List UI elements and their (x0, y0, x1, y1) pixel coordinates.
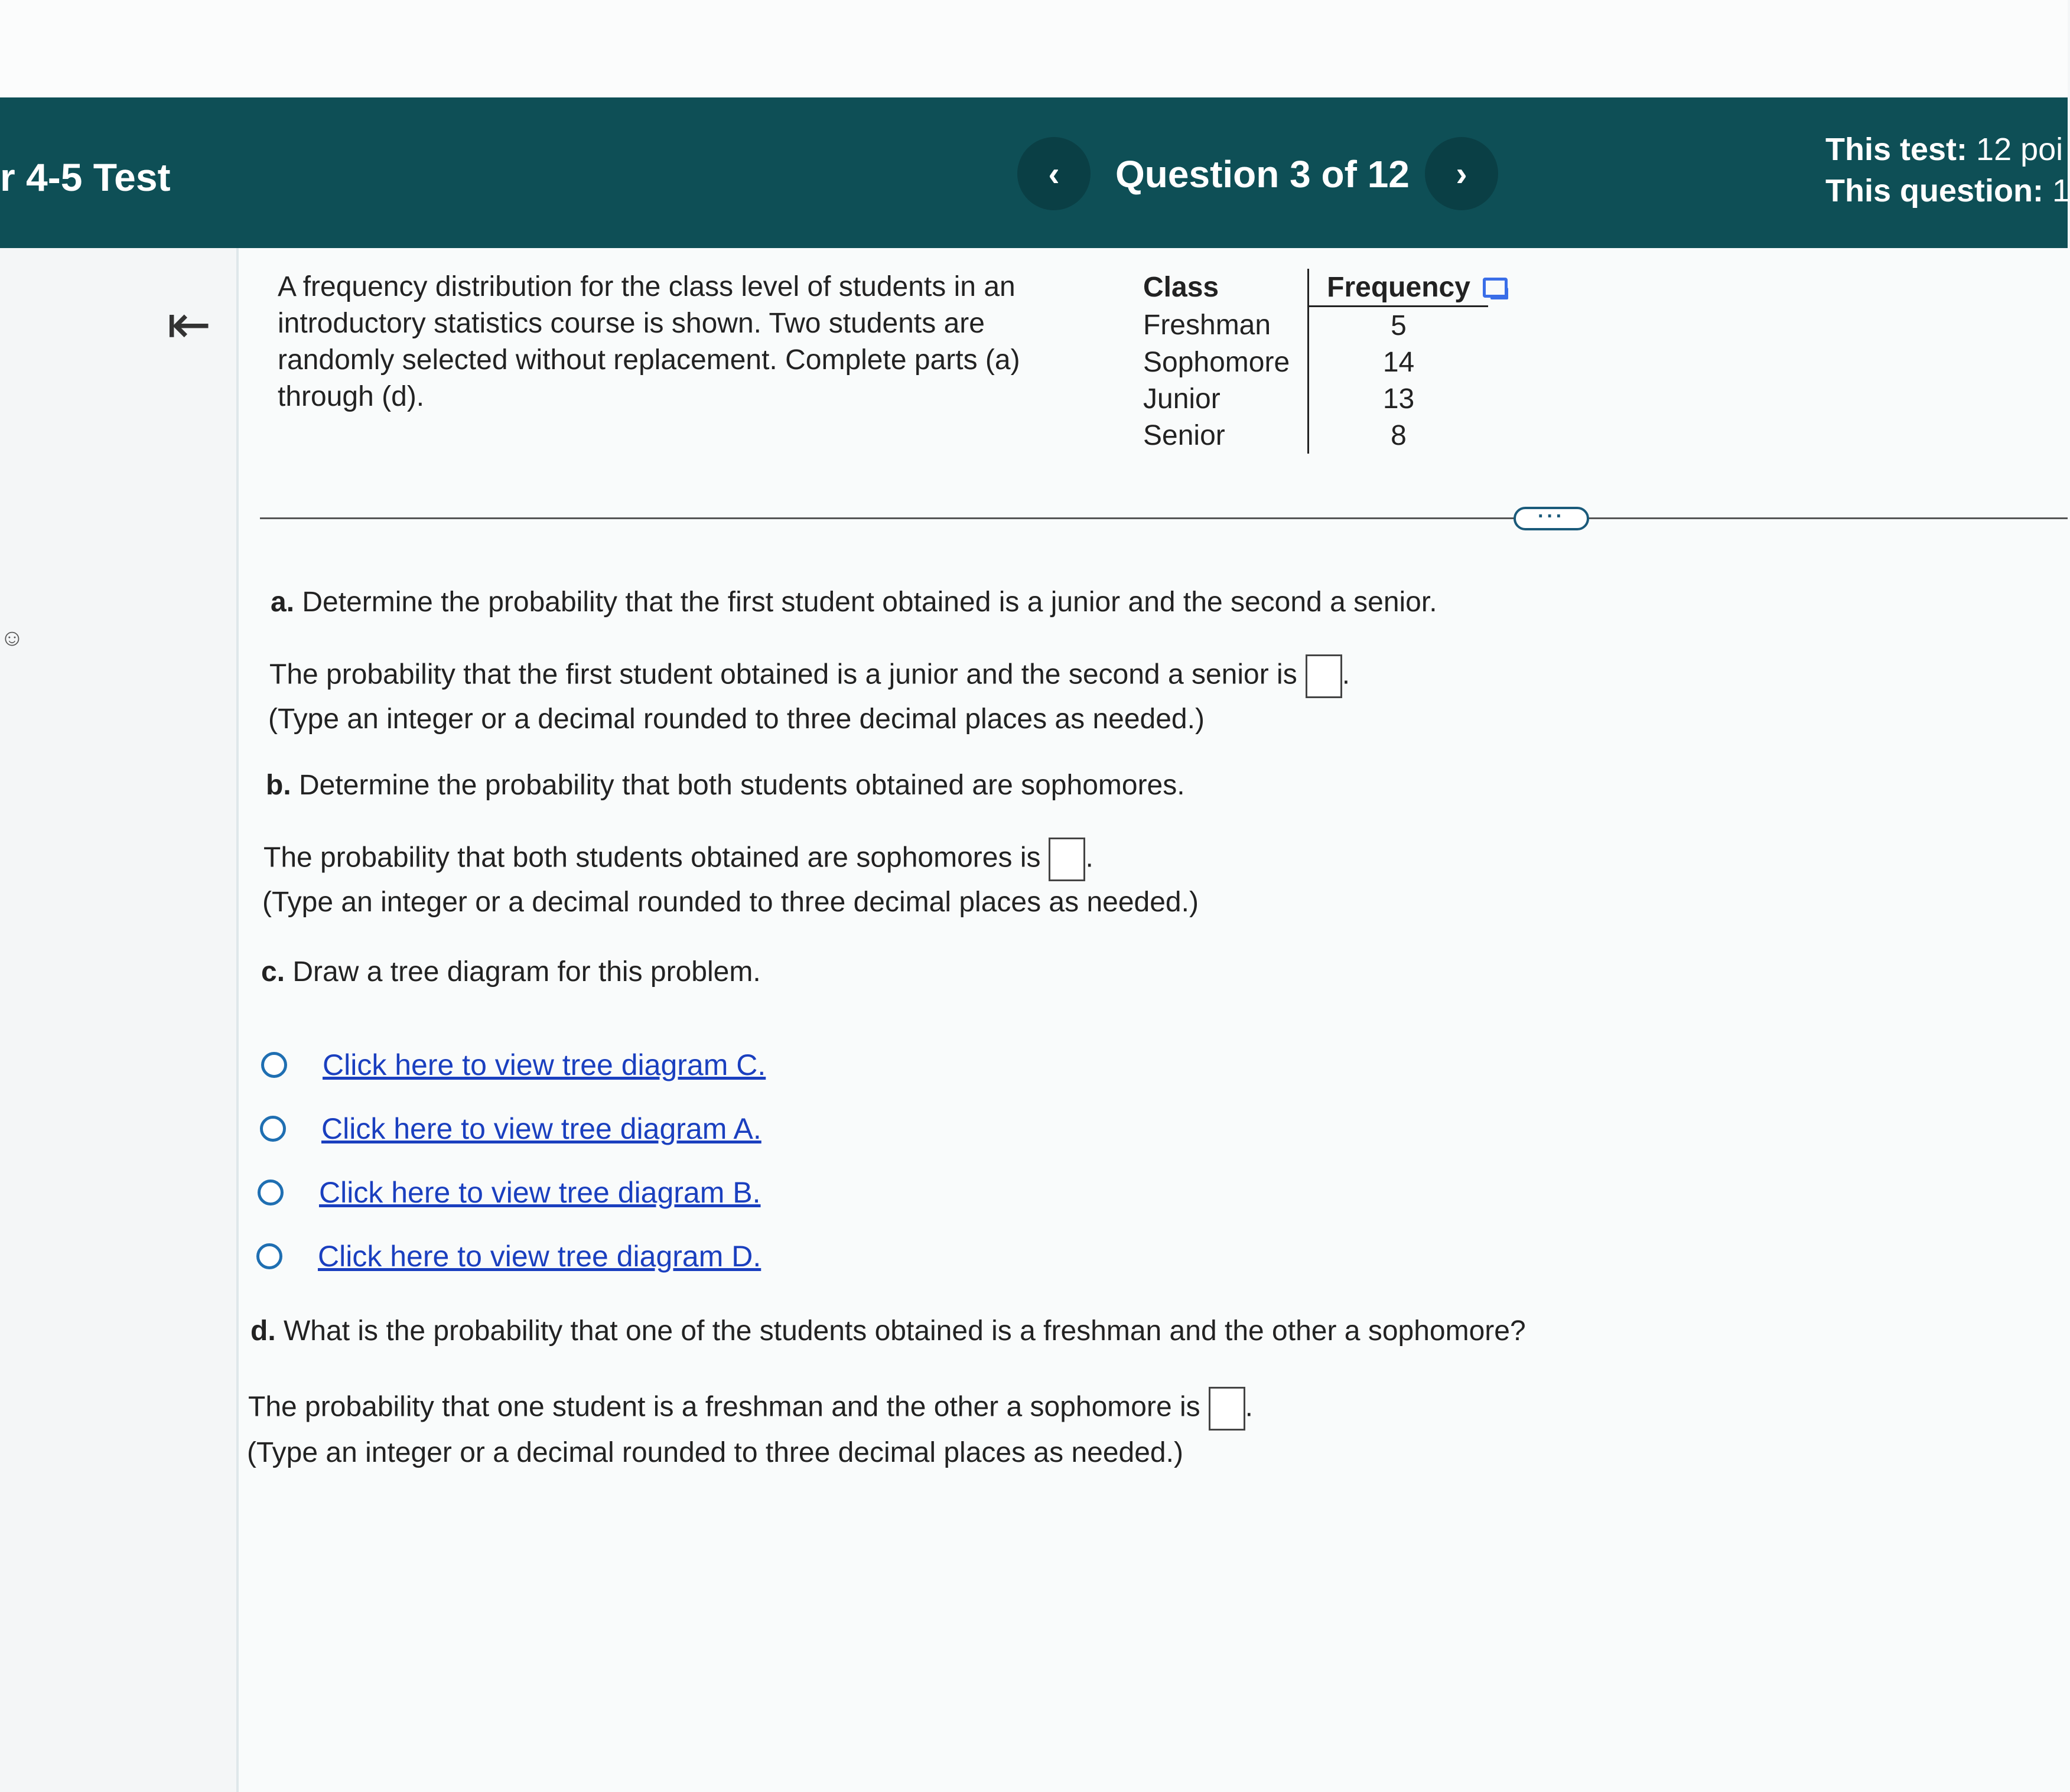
this-question-value: 1 (2052, 173, 2070, 208)
tree-option-c[interactable] (261, 1048, 766, 1082)
radio-option-c[interactable] (261, 1052, 287, 1078)
part-b-answer-prefix: The probability that both students obtained are sophomores is (263, 842, 1041, 874)
table-row (1125, 307, 1488, 344)
frequency-cell: 13 (1309, 380, 1488, 417)
part-b-hint: (Type an integer or a decimal rounded to three decimal places as needed.) (262, 887, 1199, 918)
radio-option-b[interactable] (258, 1180, 284, 1205)
tree-diagram-link[interactable]: Click here to view tree diagram A. (321, 1112, 761, 1145)
table-row (1125, 380, 1488, 417)
problem-intro: A frequency distribution for the class level of students in an introductory statistics course is shown. Two students are randomly selected without replacement. Complete parts (a) through (d). (278, 271, 1020, 412)
this-question-label: This question: (1825, 173, 2043, 208)
class-cell: Senior (1143, 419, 1225, 451)
class-cell: Junior (1143, 383, 1220, 415)
part-b-period: . (1085, 842, 1093, 874)
part-d-hint: (Type an integer or a decimal rounded to three decimal places as needed.) (247, 1437, 1183, 1468)
part-b-question-text: Determine the probability that both students obtained are sophomores. (299, 770, 1185, 801)
part-a-answer-prefix: The probability that the first student obtained is a junior and the second a senior is (269, 659, 1297, 690)
top-band (0, 0, 2068, 97)
tree-option-b[interactable] (258, 1175, 761, 1210)
frequency-cell: 8 (1309, 417, 1488, 454)
radio-option-a[interactable] (260, 1116, 286, 1142)
part-b-question (266, 769, 1185, 801)
class-cell: Freshman (1143, 309, 1271, 341)
next-question-button[interactable]: › (1425, 137, 1498, 210)
part-a-question-text: Determine the probability that the first student obtained is a junior and the second a senior. (302, 587, 1437, 618)
tree-diagram-link[interactable]: Click here to view tree diagram C. (323, 1048, 766, 1081)
radio-option-d[interactable] (256, 1243, 282, 1269)
help-icon[interactable]: ☺ (0, 625, 24, 651)
part-b-answer-line (263, 838, 1093, 881)
part-b-label: b. (266, 770, 291, 801)
this-test-label: This test: (1825, 132, 1968, 167)
points-summary (1825, 129, 2070, 211)
section-divider (260, 517, 2068, 519)
copy-table-icon[interactable] (1483, 278, 1508, 298)
part-c-question-text: Draw a tree diagram for this problem. (292, 956, 761, 988)
question-counter: Question 3 of 12 (1115, 153, 1410, 196)
part-d-label: d. (250, 1315, 276, 1347)
part-d-answer-line (248, 1387, 1253, 1431)
part-d-answer-input[interactable] (1209, 1387, 1245, 1431)
class-cell: Sophomore (1143, 346, 1290, 378)
part-a-period: . (1342, 659, 1350, 690)
frequency-header: Frequency (1309, 269, 1488, 307)
tree-diagram-link[interactable]: Click here to view tree diagram B. (319, 1176, 761, 1209)
test-title: r 4-5 Test (0, 155, 171, 199)
part-c-label: c. (261, 956, 285, 988)
more-options-button[interactable]: ··· (1514, 507, 1589, 530)
tree-option-a[interactable] (260, 1112, 761, 1146)
part-d-period: . (1245, 1391, 1253, 1423)
table-row (1125, 417, 1488, 454)
frequency-table (1125, 269, 1488, 454)
part-a-answer-line (269, 654, 1350, 698)
question-panel (236, 248, 2070, 1792)
this-test-value: 12 poi (1976, 132, 2064, 167)
part-a-hint: (Type an integer or a decimal rounded to three decimal places as needed.) (268, 703, 1205, 735)
tree-option-d[interactable] (256, 1239, 761, 1273)
part-a-label: a. (271, 587, 295, 618)
part-d-question (250, 1315, 1526, 1347)
part-d-answer-prefix: The probability that one student is a freshman and the other a sophomore is (248, 1391, 1200, 1423)
part-d-question-text: What is the probability that one of the students obtained is a freshman and the other a sophomore? (284, 1315, 1526, 1347)
frequency-cell: 14 (1309, 344, 1488, 380)
part-b-answer-input[interactable] (1049, 838, 1085, 881)
part-a-answer-input[interactable] (1306, 654, 1342, 698)
table-row (1125, 344, 1488, 380)
collapse-sidebar-icon[interactable]: ⇤ (167, 295, 211, 354)
table-header-row (1125, 269, 1488, 307)
part-c-question (261, 956, 761, 988)
frequency-cell: 5 (1309, 307, 1488, 344)
part-a-question (271, 586, 1437, 618)
previous-question-button[interactable]: ‹ (1017, 137, 1091, 210)
tree-diagram-link[interactable]: Click here to view tree diagram D. (318, 1240, 761, 1273)
class-header: Class (1143, 272, 1219, 304)
